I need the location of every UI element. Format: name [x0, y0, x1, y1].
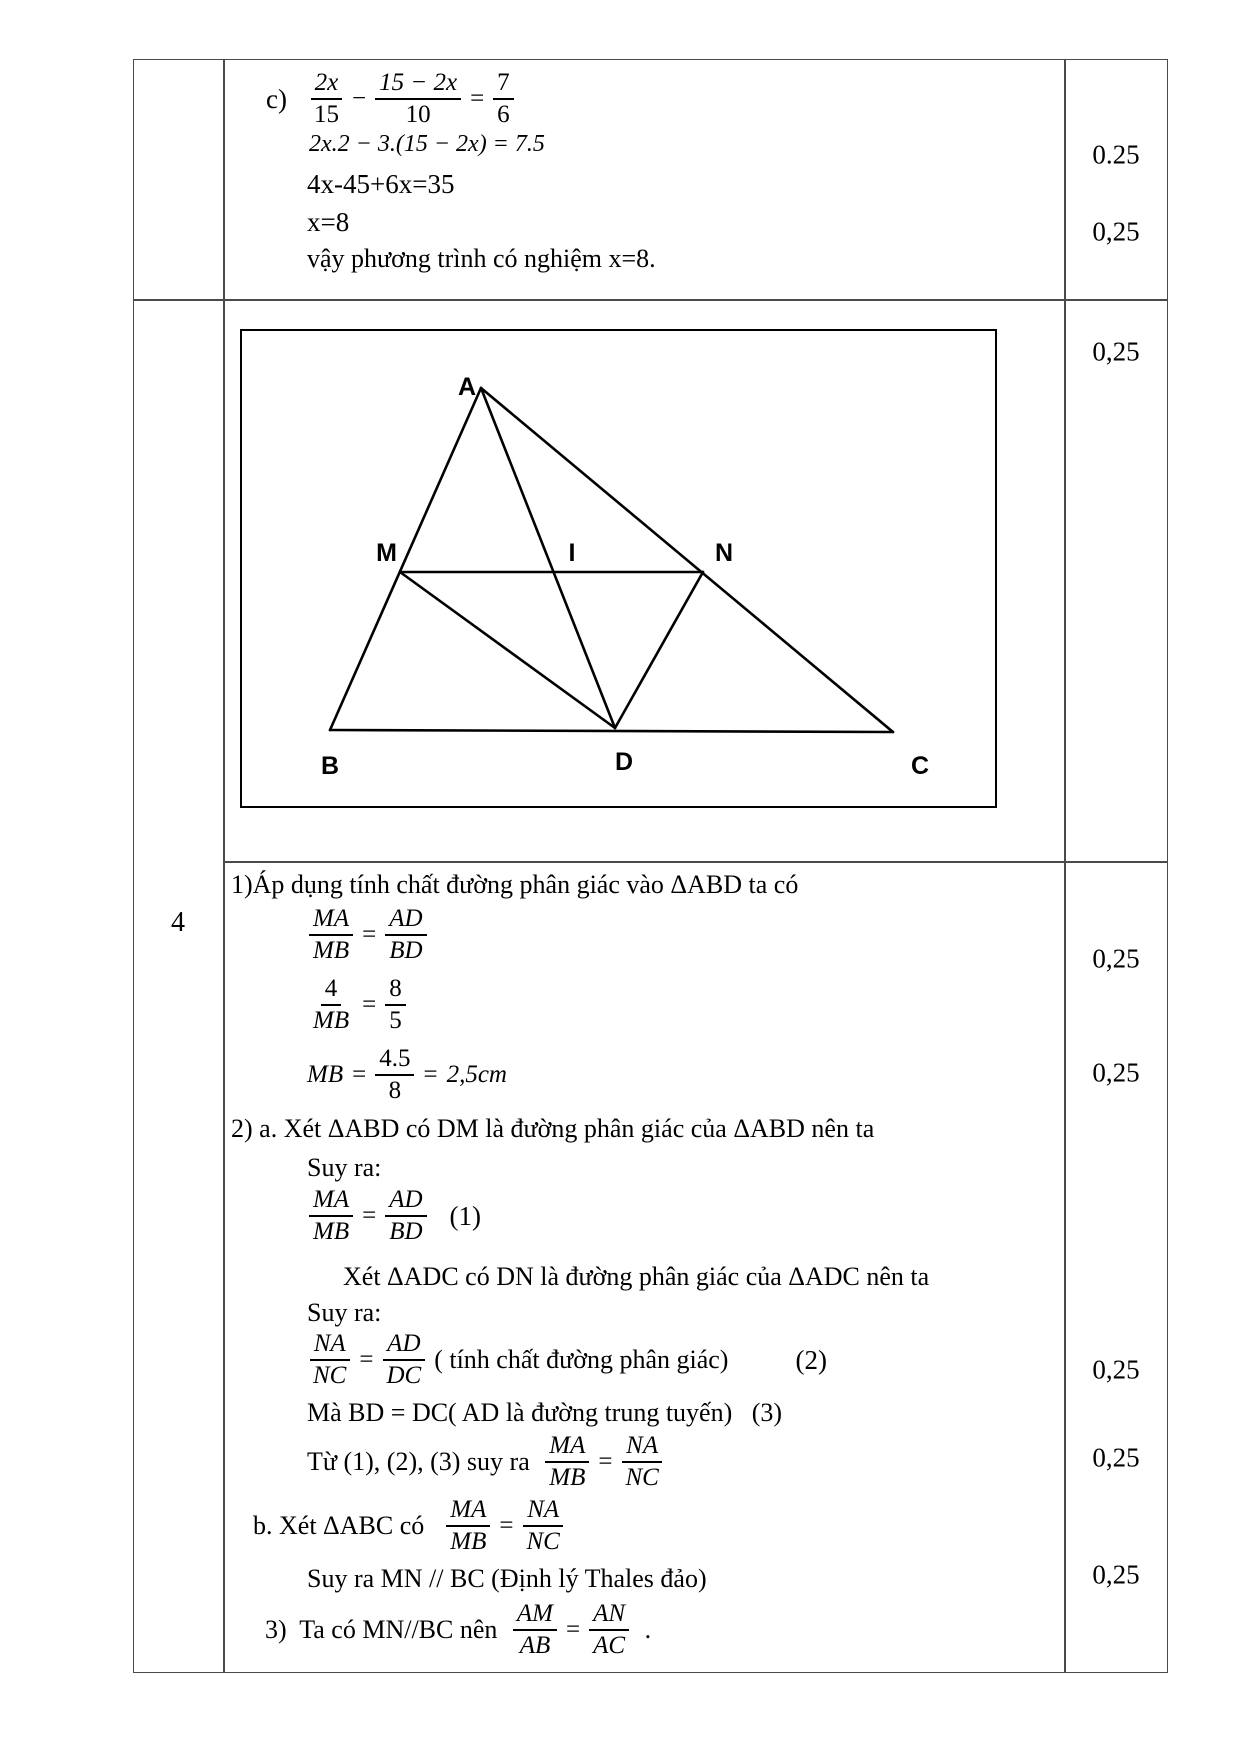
fraction-denominator: NC — [313, 1362, 347, 1389]
fraction — [446, 1496, 490, 1556]
fraction-numerator: 2x — [311, 69, 343, 100]
solution-line-8 — [265, 1594, 651, 1666]
fraction-numerator: MA — [446, 1496, 490, 1527]
vertex-label-C: C — [910, 752, 930, 780]
solution-line-3: Xét ΔADC có DN là đường phân giác của ΔADC nên ta — [343, 1262, 930, 1291]
fraction — [385, 1186, 426, 1246]
segment-BC — [330, 730, 893, 732]
equation-c — [266, 62, 514, 136]
fraction-denominator: MB — [549, 1464, 586, 1491]
score-value: 0.25 — [1092, 139, 1140, 170]
point-label-I: I — [568, 539, 576, 567]
fraction — [385, 975, 406, 1035]
fraction-numerator: NA — [310, 1330, 350, 1361]
fraction-numerator: AD — [385, 1186, 426, 1217]
solution-fraction-1 — [309, 899, 427, 971]
fraction-denominator: MB — [450, 1528, 487, 1555]
fraction-denominator: 10 — [405, 101, 431, 128]
fraction — [385, 905, 426, 965]
equals-operator: = — [359, 1346, 374, 1373]
fraction-numerator: NA — [523, 1496, 563, 1527]
line-text: 3) Ta có MN//BC nên — [265, 1615, 504, 1644]
equals-operator: = — [470, 85, 485, 112]
fraction-15-2x-10 — [375, 69, 461, 129]
solution-line-5 — [307, 1426, 663, 1498]
segment-AB — [330, 388, 481, 730]
solution-fraction-4 — [309, 1180, 481, 1252]
fraction-denominator: 6 — [497, 101, 510, 128]
fraction — [309, 975, 353, 1035]
fraction-denominator: 5 — [389, 1007, 402, 1034]
segment-AC — [481, 388, 893, 732]
segment-AD — [481, 388, 615, 728]
fraction-numerator: AD — [385, 905, 426, 936]
fraction-7-6 — [493, 69, 514, 129]
fraction-denominator: NC — [526, 1528, 560, 1555]
vertex-label-M: M — [376, 539, 397, 567]
fraction — [382, 1330, 425, 1390]
equals-operator: = — [423, 1061, 438, 1088]
score-value: 0,25 — [1092, 1559, 1140, 1590]
fraction — [309, 905, 353, 965]
fraction-denominator: MB — [313, 1007, 350, 1034]
score-value: 0,25 — [1092, 1354, 1140, 1385]
line-text: . — [638, 1615, 652, 1644]
equals-operator: = — [566, 1616, 581, 1643]
solution-fraction-5 — [309, 1324, 827, 1396]
fraction-2x-15 — [310, 69, 343, 129]
score-value: 0,25 — [1092, 1442, 1140, 1473]
question-number: 4 — [171, 907, 185, 938]
equation-tag-2: (2) — [795, 1344, 827, 1375]
table-row-divider-2 — [223, 861, 1168, 863]
fraction-numerator: AM — [513, 1600, 557, 1631]
fraction-denominator: BD — [389, 1218, 423, 1245]
equation-step: x=8 — [307, 207, 350, 237]
fraction-numerator: NA — [622, 1432, 662, 1463]
geometry-figure — [240, 329, 997, 808]
equals-operator: = — [499, 1512, 514, 1539]
solution-line-4: Mà BD = DC( AD là đường trung tuyến) (3) — [307, 1398, 783, 1427]
fraction — [621, 1432, 662, 1492]
fraction-denominator: BD — [389, 937, 423, 964]
fraction-numerator: 4 — [321, 975, 342, 1006]
math-symbol: MB — [307, 1061, 344, 1088]
triangle-diagram — [242, 331, 995, 806]
fraction — [309, 1186, 353, 1246]
vertex-label-N: N — [714, 539, 734, 567]
fraction-numerator: MA — [309, 1186, 353, 1217]
segment-ND — [615, 572, 703, 728]
fraction-numerator: 15 − 2x — [375, 69, 461, 100]
solution-line-1: 1)Áp dụng tính chất đường phân giác vào ΔABD ta có — [231, 870, 799, 899]
fraction — [589, 1600, 629, 1660]
solution-fraction-2 — [309, 969, 406, 1041]
fraction-numerator: MA — [545, 1432, 589, 1463]
line-text: Từ (1), (2), (3) suy ra — [307, 1447, 537, 1476]
score-value: 0,25 — [1092, 943, 1140, 974]
fraction-denominator: AB — [519, 1632, 551, 1659]
vertex-label-D: D — [614, 748, 634, 776]
fraction-numerator: AN — [589, 1600, 629, 1631]
equals-operator: = — [362, 921, 377, 948]
solution-line-6 — [253, 1490, 564, 1562]
fraction-denominator: MB — [313, 937, 350, 964]
fraction — [545, 1432, 589, 1492]
equals-operator: = — [352, 1061, 367, 1088]
fraction — [522, 1496, 563, 1556]
minus-operator: − — [351, 85, 367, 112]
fraction — [375, 1045, 414, 1105]
fraction — [309, 1330, 350, 1390]
fraction-numerator: MA — [309, 905, 353, 936]
score-value: 0,25 — [1092, 216, 1140, 247]
fraction-denominator: AC — [593, 1632, 626, 1659]
math-result: 2,5cm — [446, 1061, 507, 1088]
equals-operator: = — [598, 1448, 613, 1475]
equals-operator: = — [362, 1202, 377, 1229]
fraction-denominator: NC — [625, 1464, 659, 1491]
equation-step: 4x-45+6x=35 — [307, 169, 455, 199]
vertex-label-B: B — [320, 752, 340, 780]
suy-ra-label: Suy ra: — [307, 1298, 382, 1327]
fraction — [513, 1600, 557, 1660]
segment-MD — [400, 572, 615, 728]
vertex-label-A: A — [457, 373, 476, 401]
fraction-numerator: 7 — [493, 69, 514, 100]
equals-operator: = — [362, 991, 377, 1018]
score-value: 0,25 — [1092, 1057, 1140, 1088]
table-column-divider-right — [1064, 59, 1066, 1673]
solution-line-7: Suy ra MN // BC (Định lý Thales đảo) — [307, 1564, 707, 1593]
fraction-numerator: 4.5 — [375, 1045, 414, 1076]
suy-ra-label: Suy ra: — [307, 1153, 382, 1182]
score-value: 0,25 — [1092, 336, 1140, 367]
line-text: b. Xét ΔABC có — [253, 1511, 438, 1540]
fraction-note: ( tính chất đường phân giác) — [434, 1345, 729, 1374]
equation-tag-1: (1) — [449, 1200, 482, 1231]
fraction-denominator: DC — [386, 1362, 422, 1389]
fraction-denominator: 15 — [313, 101, 339, 128]
solution-line-2: 2) a. Xét ΔABD có DM là đường phân giác của ΔABD nên ta — [231, 1114, 875, 1143]
table-row-divider-1 — [133, 299, 1168, 301]
fraction-numerator: AD — [383, 1330, 424, 1361]
part-c-label: c) — [266, 83, 287, 114]
fraction-denominator: 8 — [388, 1077, 402, 1104]
equation-step: 2x.2 − 3.(15 − 2x) = 7.5 — [309, 131, 545, 157]
conclusion-line: vậy phương trình có nghiệm x=8. — [307, 244, 656, 273]
fraction-denominator: MB — [313, 1218, 350, 1245]
fraction-numerator: 8 — [385, 975, 406, 1006]
solution-fraction-3 — [307, 1039, 507, 1111]
table-column-divider-left — [223, 59, 225, 1673]
